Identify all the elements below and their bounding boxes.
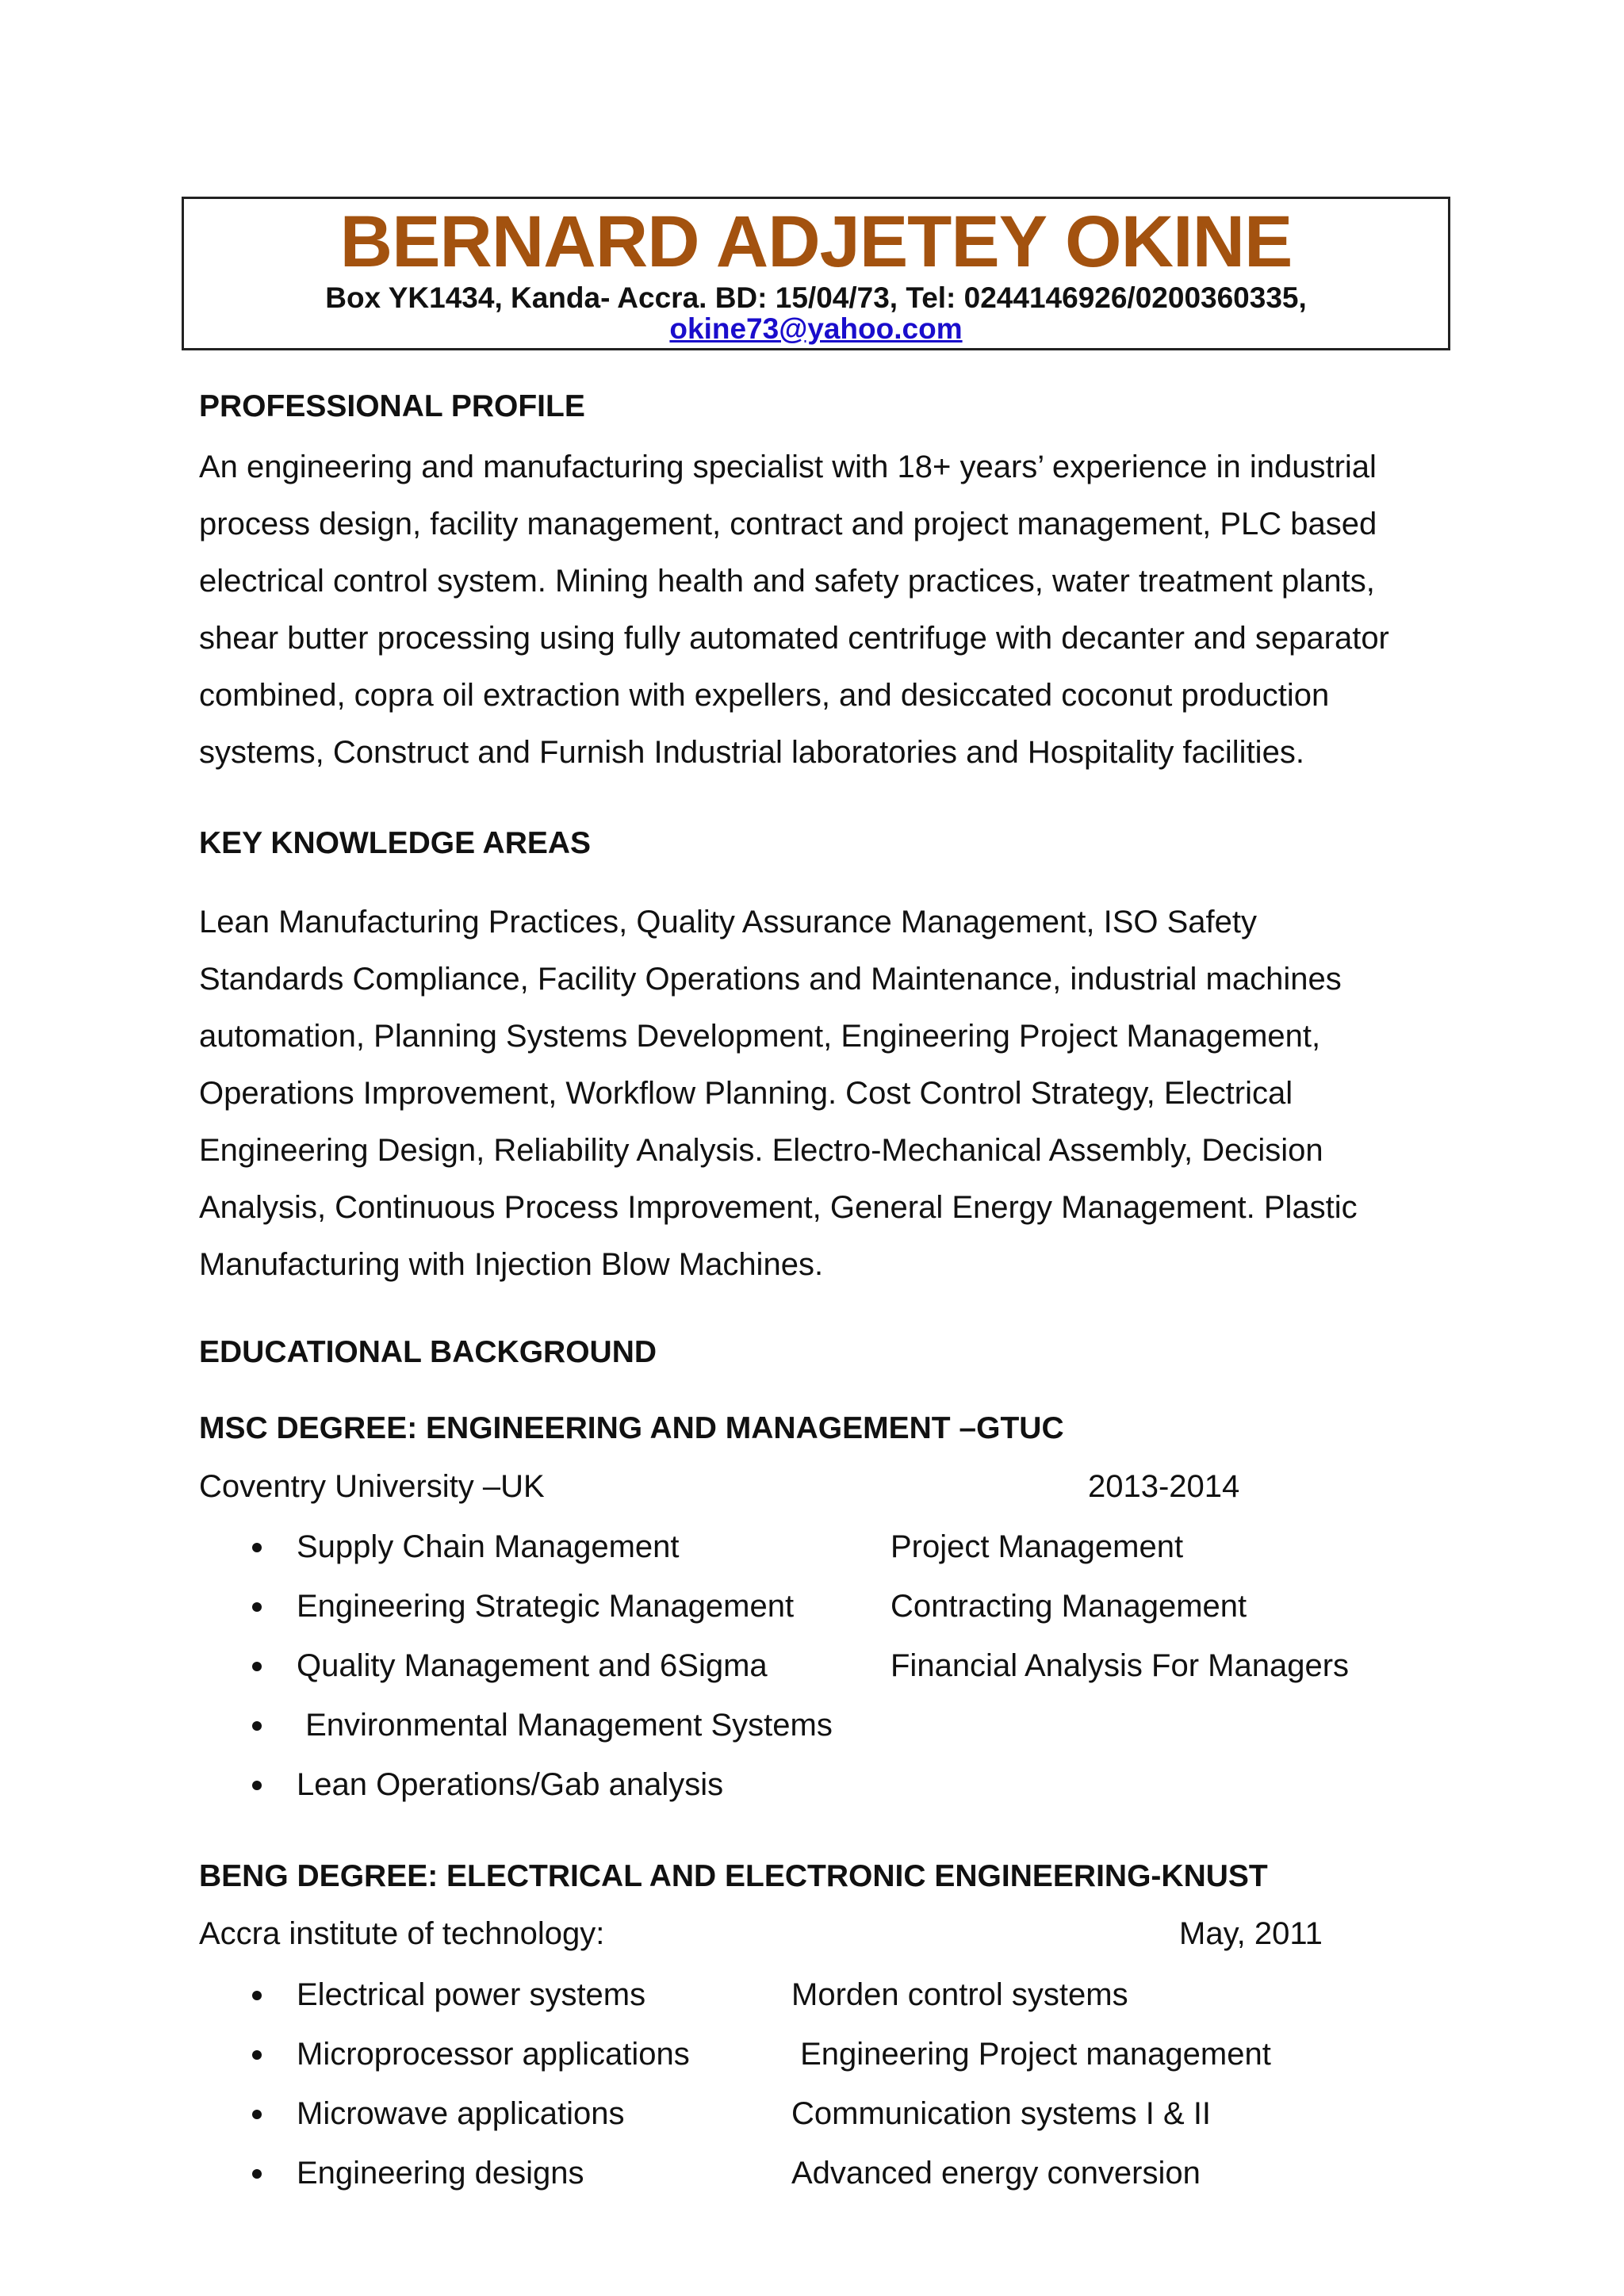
beng-institution: Accra institute of technology:	[199, 1916, 605, 1951]
bullet-icon	[252, 2050, 262, 2060]
beng-course: Microwave applications	[297, 2096, 625, 2131]
beng-course: Engineering designs	[297, 2156, 584, 2191]
beng-course-right: Communication systems I & II	[791, 2096, 1212, 2131]
bullet-icon	[252, 2110, 262, 2119]
candidate-name: BERNARD ADJETEY OKINE	[339, 201, 1293, 282]
profile-line: systems, Construct and Furnish Industrial laboratories and Hospitality facilities.	[199, 735, 1304, 770]
beng-course: Electrical power systems	[297, 1977, 646, 2012]
email-link[interactable]: okine73@yahoo.com	[669, 312, 963, 345]
knowledge-line: automation, Planning Systems Development, Engineering Project Management,	[199, 1019, 1321, 1054]
profile-line: combined, copra oil extraction with expellers, and desiccated coconut production	[199, 678, 1330, 713]
msc-course: Supply Chain Management	[297, 1529, 680, 1564]
msc-course-right: Financial Analysis For Managers	[891, 1648, 1350, 1683]
contact-details: Box YK1434, Kanda- Accra. BD: 15/04/73, Tel: 0244146926/0200360335,	[325, 281, 1307, 314]
bullet-icon	[252, 2169, 262, 2179]
beng-course: Microprocessor applications	[297, 2037, 690, 2072]
beng-course-right: Engineering Project management	[791, 2037, 1271, 2072]
knowledge-line: Manufacturing with Injection Blow Machines.	[199, 1247, 824, 1282]
knowledge-line: Operations Improvement, Workflow Planning. Cost Control Strategy, Electrical	[199, 1076, 1293, 1111]
bullet-icon	[252, 1602, 262, 1612]
bullet-icon	[252, 1543, 262, 1552]
knowledge-heading: KEY KNOWLEDGE AREAS	[199, 826, 592, 860]
profile-line: process design, facility management, contract and project management, PLC based	[199, 507, 1377, 541]
msc-course: Engineering Strategic Management	[297, 1589, 795, 1624]
msc-course-right: Project Management	[891, 1529, 1184, 1564]
msc-years: 2013-2014	[1088, 1469, 1240, 1504]
beng-course-right: Advanced energy conversion	[791, 2156, 1201, 2191]
beng-title: BENG DEGREE: ELECTRICAL AND ELECTRONIC ENGINEERING-KNUST	[199, 1859, 1268, 1893]
beng-date: May, 2011	[1179, 1916, 1323, 1951]
bullet-icon	[252, 1662, 262, 1671]
profile-line: An engineering and manufacturing specialist with 18+ years’ experience in industrial	[199, 450, 1377, 484]
knowledge-line: Standards Compliance, Facility Operations and Maintenance, industrial machines	[199, 962, 1342, 997]
profile-line: shear butter processing using fully automated centrifuge with decanter and separator	[199, 621, 1389, 656]
msc-course: Quality Management and 6Sigma	[297, 1648, 768, 1683]
msc-institution: Coventry University –UK	[199, 1469, 545, 1504]
header-box	[182, 197, 1450, 350]
beng-course-right: Morden control systems	[791, 1977, 1128, 2012]
bullet-icon	[252, 1991, 262, 2000]
bullet-icon	[252, 1721, 262, 1731]
knowledge-line: Engineering Design, Reliability Analysis. Electro-Mechanical Assembly, Decision	[199, 1133, 1323, 1168]
bullet-icon	[252, 1781, 262, 1790]
knowledge-line: Lean Manufacturing Practices, Quality Assurance Management, ISO Safety	[199, 905, 1258, 939]
education-heading: EDUCATIONAL BACKGROUND	[199, 1335, 657, 1369]
profile-line: electrical control system. Mining health and safety practices, water treatment plants,	[199, 564, 1375, 599]
msc-course-right: Contracting Management	[891, 1589, 1247, 1624]
msc-title: MSC DEGREE: ENGINEERING AND MANAGEMENT –GTUC	[199, 1411, 1064, 1445]
knowledge-line: Analysis, Continuous Process Improvement, General Energy Management. Plastic	[199, 1190, 1358, 1225]
profile-heading: PROFESSIONAL PROFILE	[199, 389, 585, 423]
msc-course: Lean Operations/Gab analysis	[297, 1767, 724, 1802]
msc-course: Environmental Management Systems	[297, 1708, 833, 1743]
